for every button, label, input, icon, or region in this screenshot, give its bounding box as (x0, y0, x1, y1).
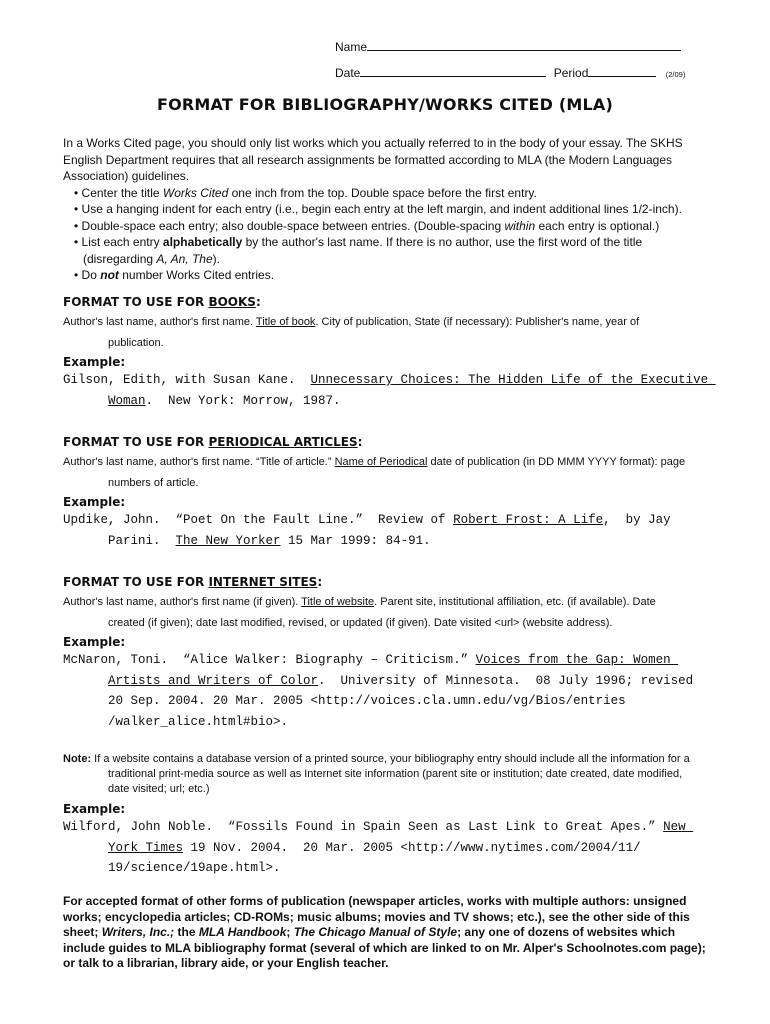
internet-section (63, 575, 723, 732)
note-label: Note: (63, 753, 92, 765)
books-heading: FORMAT TO USE FOR BOOKS: (63, 295, 261, 309)
books-format: Author's last name, author's first name. Title of book. City of publication, State (if necessary): Publisher's name, year of publication. (63, 316, 640, 349)
intro-paragraph: In a Works Cited page, you should only list works which you actually referred to in the body of your essay. The SKHS English Department requires that all research assignments be formatted according to MLA (the Modern Languages Association) guidelines. (63, 136, 683, 183)
intro-section (63, 135, 718, 284)
guideline-item: • Do not number Works Cited entries. (74, 268, 275, 282)
books-section (63, 295, 723, 411)
name-blank (367, 38, 681, 51)
footer-paragraph: For accepted format of other forms of publication (newspaper articles, works with multiple authors: unsigned works; encyclopedia articles; CD-ROMs; music albums; movies and TV shows; etc.), see the other side of this sheet; Writers, Inc.; the MLA Handbook; The Chicago Manual of Style; any one of dozens of websites which include guides to MLA bibliography format (several of which are linked to on Mr. Alper's Schoolnotes.com page); or talk to a librarian, library aide, or your English teacher. (63, 894, 706, 970)
books-example-citation: Gilson, Edith, with Susan Kane. Unnecessary Choices: The Hidden Life of the Executive Woman. New York: Morrow, 1987. (63, 373, 716, 408)
name-field (335, 38, 681, 54)
periodicals-section (63, 435, 723, 551)
note-example-citation: Wilford, John Noble. “Fossils Found in Spain Seen as Last Link to Great Apes.” New York Times 19 Nov. 2004. 20 Mar. 2005 <http://www.nytimes.com/2004/11/ 19/science/19ape.html>. (63, 820, 694, 875)
internet-example-label: Example: (63, 635, 126, 649)
periodicals-format: Author's last name, author's first name. “Title of article.” Name of Periodical date of publication (in DD MMM YYYY format): page numbers of article. (63, 456, 686, 489)
period-label: Period (553, 66, 589, 80)
internet-format: Author's last name, author's first name (if given). Title of website. Parent site, institutional affiliation, etc. (if available). Date created (if given); date last modified, revised, or updated (if given). Date visited <url> (website address). (63, 596, 656, 629)
date-period-field (335, 64, 685, 80)
date-blank (360, 64, 546, 77)
note-example-label: Example: (63, 802, 126, 816)
revision-date: (2/09) (665, 70, 686, 79)
note-example-section (63, 802, 723, 879)
period-blank (588, 64, 656, 77)
internet-example-citation: McNaron, Toni. “Alice Walker: Biography – Criticism.” Voices from the Gap: Women Artists and Writers of Color. University of Minnesota. 08 July 1996; revised 20 Sep. 2004. 20 Mar. 2005 <http://voices.cla.umn.edu/vg/Bios/entries /walker_alice.html#bio>. (63, 653, 694, 729)
periodicals-heading: FORMAT TO USE FOR PERIODICAL ARTICLES: (63, 435, 363, 449)
note-block: Note: If a website contains a database version of a printed source, your bibliography entry should include all the information for a traditional print-media source as well as Internet site information (parent site or institution; date created, date modified, date visited; url; etc.) (63, 753, 690, 795)
guideline-item: • Use a hanging indent for each entry (i.e., begin each entry at the left margin, and indent additional lines 1/2-inch). (74, 202, 682, 216)
periodicals-example-citation: Updike, John. “Poet On the Fault Line.” Review of Robert Frost: A Life, by Jay Parini. The New Yorker 15 Mar 1999: 84-91. (63, 513, 671, 548)
guideline-item: • Center the title Works Cited one inch from the top. Double space before the first entry. (74, 185, 537, 200)
guideline-item: • Double-space each entry; also double-space between entries. (Double-spacing within each entry is optional.) (74, 218, 660, 233)
name-label: Name (335, 40, 368, 54)
date-label: Date (335, 66, 361, 80)
periodicals-example-label: Example: (63, 495, 126, 509)
page-title: FORMAT FOR BIBLIOGRAPHY/WORKS CITED (MLA) (156, 95, 614, 114)
guideline-item: • List each entry alphabetically by the author's last name. If there is no author, use the first word of the title (disregarding A, An, The). (74, 235, 643, 266)
internet-heading: FORMAT TO USE FOR INTERNET SITES: (63, 575, 323, 589)
books-example-label: Example: (63, 355, 126, 369)
guideline-list (63, 185, 718, 284)
